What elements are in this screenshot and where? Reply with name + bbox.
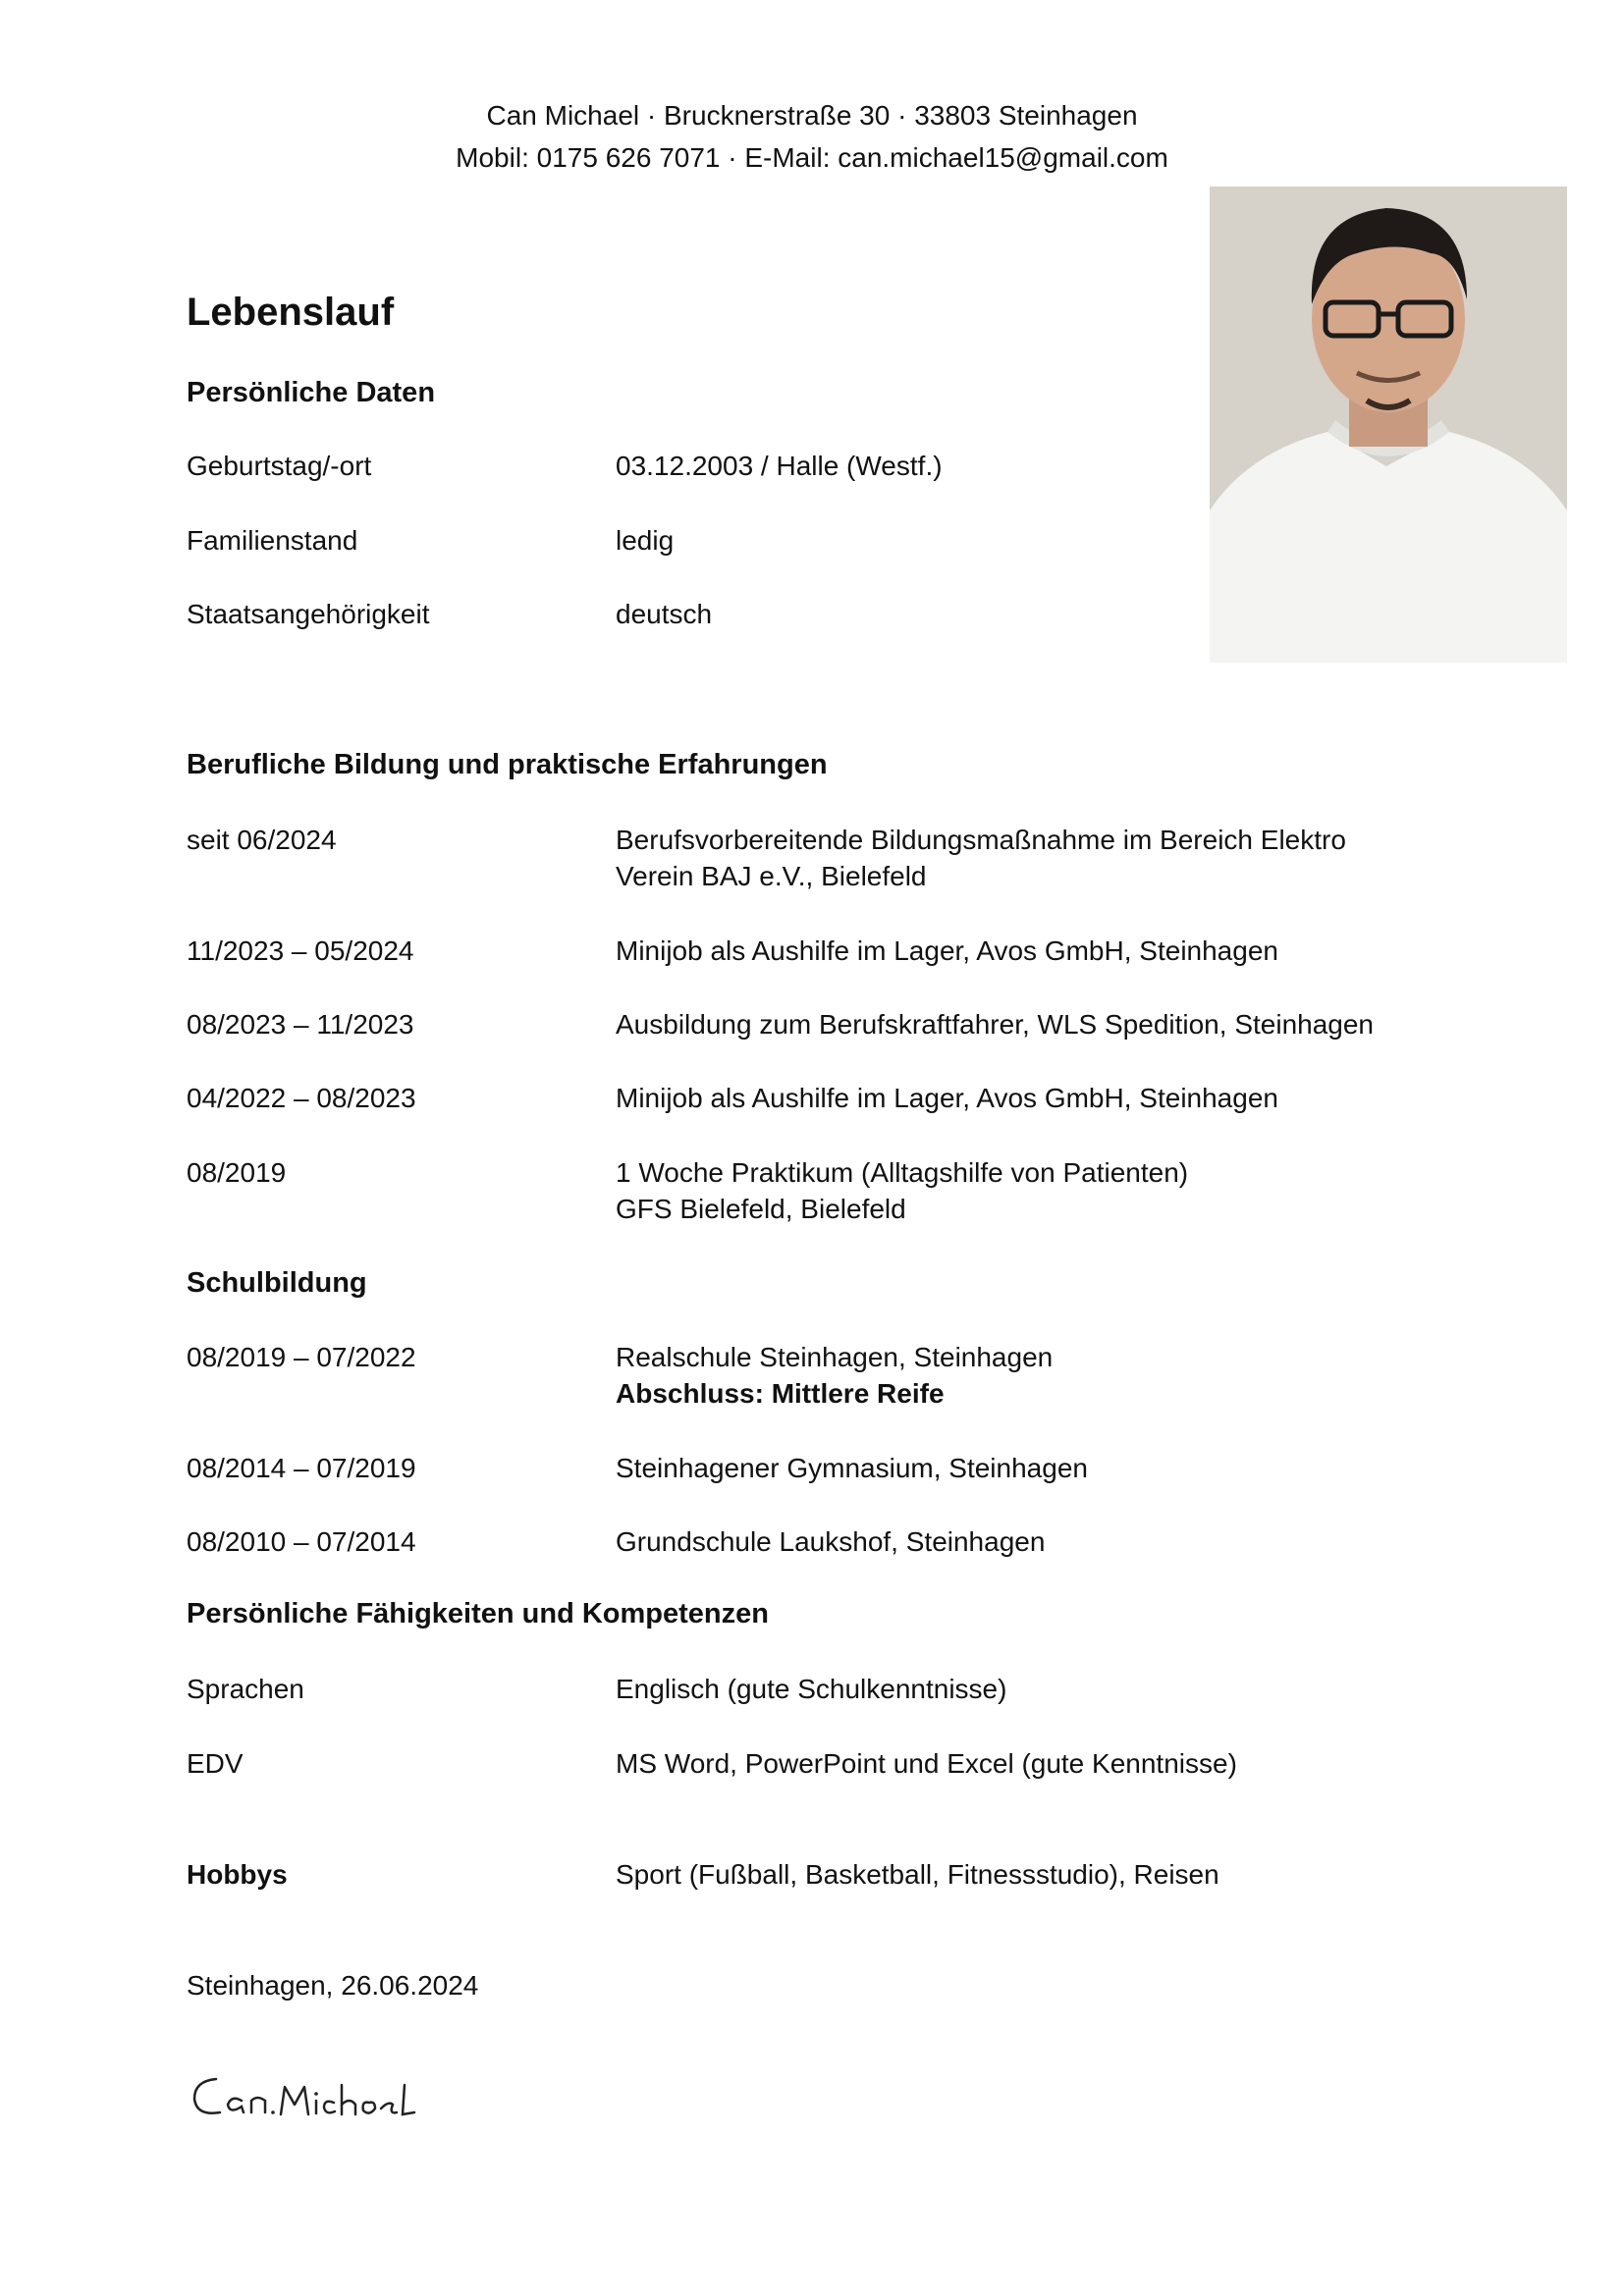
school-line1: Steinhagener Gymnasium, Steinhagen [616,1453,1088,1483]
experience-line1: Berufsvorbereitende Bildungsmaßnahme im Bereich Elektro [616,825,1346,855]
school-date: 08/2014 – 07/2019 [187,1453,416,1483]
experience-line1: 1 Woche Praktikum (Alltagshilfe von Patienten) [616,1157,1189,1188]
page-title: Lebenslauf [187,291,395,334]
personal-value-birth: 03.12.2003 / Halle (Westf.) [616,451,943,481]
school-date: 08/2019 – 07/2022 [187,1342,416,1372]
skills-label-it: EDV [187,1748,244,1779]
school-line1: Realschule Steinhagen, Steinhagen [616,1342,1054,1372]
section-heading-experience: Berufliche Bildung und praktische Erfahrungen [187,749,828,780]
person-portrait-icon [1210,187,1567,663]
personal-label-nationality: Staatsangehörigkeit [187,599,430,629]
section-heading-skills: Persönliche Fähigkeiten und Kompetenzen [187,1598,769,1629]
experience-date: seit 06/2024 [187,825,337,855]
skills-value-languages: Englisch (gute Schulkenntnisse) [616,1674,1007,1704]
experience-date: 08/2019 [187,1157,287,1188]
hobbies-label: Hobbys [187,1859,288,1890]
experience-date: 04/2022 – 08/2023 [187,1083,416,1113]
experience-line2: GFS Bielefeld, Bielefeld [616,1194,906,1224]
signature-icon [187,2061,422,2130]
section-heading-personal: Persönliche Daten [187,377,436,408]
experience-line1: Minijob als Aushilfe im Lager, Avos GmbH, Steinhagen [616,1083,1278,1113]
skills-label-languages: Sprachen [187,1674,304,1704]
school-date: 08/2010 – 07/2014 [187,1526,416,1557]
place-date: Steinhagen, 26.06.2024 [187,1970,479,2001]
experience-line2: Verein BAJ e.V., Bielefeld [616,861,927,891]
personal-label-birth: Geburtstag/-ort [187,451,372,481]
experience-date: 11/2023 – 05/2024 [187,935,414,966]
school-degree: Abschluss: Mittlere Reife [616,1378,945,1409]
profile-photo [1210,187,1567,663]
experience-line1: Ausbildung zum Berufskraftfahrer, WLS Spedition, Steinhagen [616,1009,1374,1040]
address-line: Can Michael · Brucknerstraße 30 · 33803 Steinhagen [486,100,1138,131]
personal-value-marital: ledig [616,525,675,556]
school-line1: Grundschule Laukshof, Steinhagen [616,1526,1046,1557]
personal-label-marital: Familienstand [187,525,358,556]
section-heading-school: Schulbildung [187,1267,367,1299]
experience-line1: Minijob als Aushilfe im Lager, Avos GmbH, Steinhagen [616,935,1278,966]
skills-value-it: MS Word, PowerPoint und Excel (gute Kenntnisse) [616,1748,1237,1779]
personal-value-nationality: deutsch [616,599,713,629]
experience-date: 08/2023 – 11/2023 [187,1009,414,1040]
contact-line: Mobil: 0175 626 7071 · E-Mail: can.michael15@gmail.com [456,142,1168,173]
hobbies-value: Sport (Fußball, Basketball, Fitnessstudio), Reisen [616,1859,1219,1890]
